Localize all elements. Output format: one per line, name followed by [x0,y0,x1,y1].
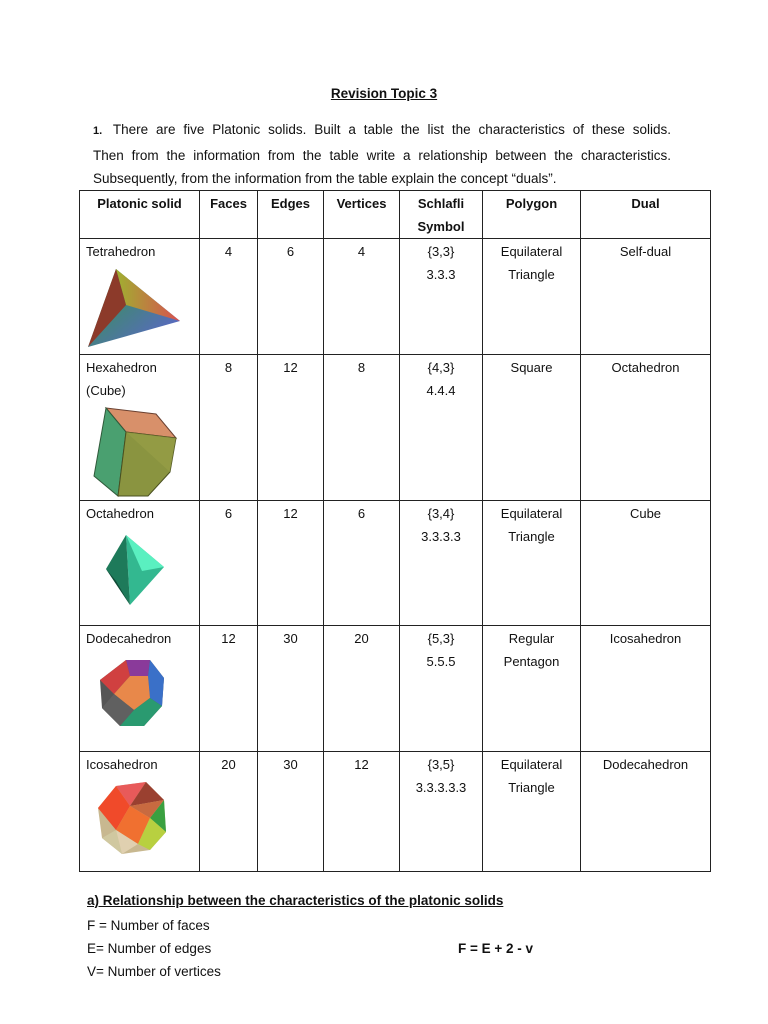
relationship-heading: a) Relationship between the characteristics of the platonic solids [87,893,504,908]
table-row [80,239,711,355]
schlafli-header: Schlafli Symbol [417,196,465,234]
dual-cell: Self-dual [581,239,711,355]
edges-definition: E= Number of edges [87,941,212,956]
page-title: Revision Topic 3 [330,86,438,101]
faces-definition: F = Number of faces [87,918,210,933]
faces-cell: 8 [200,355,258,501]
question-number: 1. [93,125,103,137]
schlafli-cell: {3,3} 3.3.3 [400,239,483,355]
solid-name-cell [80,626,200,752]
column-header: Platonic solid [80,191,200,239]
column-header: Polygon [483,191,581,239]
vertices-cell: 6 [324,501,400,626]
platonic-solids-table [79,190,711,872]
solid-name-cell [80,752,200,872]
column-header: Faces [200,191,258,239]
faces-cell: 6 [200,501,258,626]
column-header: Dual [581,191,711,239]
table-row [80,626,711,752]
column-header: Vertices [324,191,400,239]
schlafli-cell: {3,5} 3.3.3.3.3 [400,752,483,872]
dual-cell: Icosahedron [581,626,711,752]
polygon-cell: Equilateral Triangle [483,239,581,355]
edges-cell: 12 [258,355,324,501]
column-header [400,191,483,239]
solid-name: Tetrahedron [86,244,156,259]
icosahedron-icon [86,778,186,858]
table-row [80,752,711,872]
vertices-cell: 8 [324,355,400,501]
vertices-cell: 20 [324,626,400,752]
vertices-cell: 4 [324,239,400,355]
dual-cell: Cube [581,501,711,626]
solid-name: Dodecahedron [86,631,172,646]
dual-cell: Octahedron [581,355,711,501]
polygon-cell: Equilateral Triangle [483,752,581,872]
table-row [80,501,711,626]
vertices-cell: 12 [324,752,400,872]
octahedron-icon [86,531,186,611]
solid-name-cell [80,239,200,355]
cube-icon [86,404,186,500]
solid-name: Hexahedron [86,360,157,375]
solid-name-cell [80,501,200,626]
edges-cell: 30 [258,752,324,872]
column-header: Edges [258,191,324,239]
edges-cell: 12 [258,501,324,626]
schlafli-cell: {4,3} 4.4.4 [400,355,483,501]
faces-cell: 4 [200,239,258,355]
faces-cell: 12 [200,626,258,752]
table-row [80,355,711,501]
solid-name-sub: (Cube) [86,383,126,398]
schlafli-cell: {5,3} 5.5.5 [400,626,483,752]
dual-cell: Dodecahedron [581,752,711,872]
solid-name: Octahedron [86,506,154,521]
question-line-2: Then from the information from the table write a relationship between the characteristics. [93,147,671,163]
tetrahedron-icon [86,265,186,349]
dodecahedron-icon [86,654,186,734]
polygon-cell: Equilateral Triangle [483,501,581,626]
question-text [93,118,671,191]
polygon-cell: Square [483,355,581,501]
question-line-1: 1. There are five Platonic solids. Built a table the list the characteristics of these solids. [93,122,671,137]
edges-cell: 6 [258,239,324,355]
euler-formula: F = E + 2 - v [458,941,534,956]
solid-name: Icosahedron [86,757,158,772]
faces-cell: 20 [200,752,258,872]
edges-cell: 30 [258,626,324,752]
polygon-cell: Regular Pentagon [483,626,581,752]
schlafli-cell: {3,4} 3.3.3.3 [400,501,483,626]
solid-name-cell [80,355,200,501]
vertices-definition: V= Number of vertices [87,964,221,979]
table-header-row [80,191,711,239]
question-line-3: Subsequently, from the information from the table explain the concept “duals”. [93,171,557,186]
